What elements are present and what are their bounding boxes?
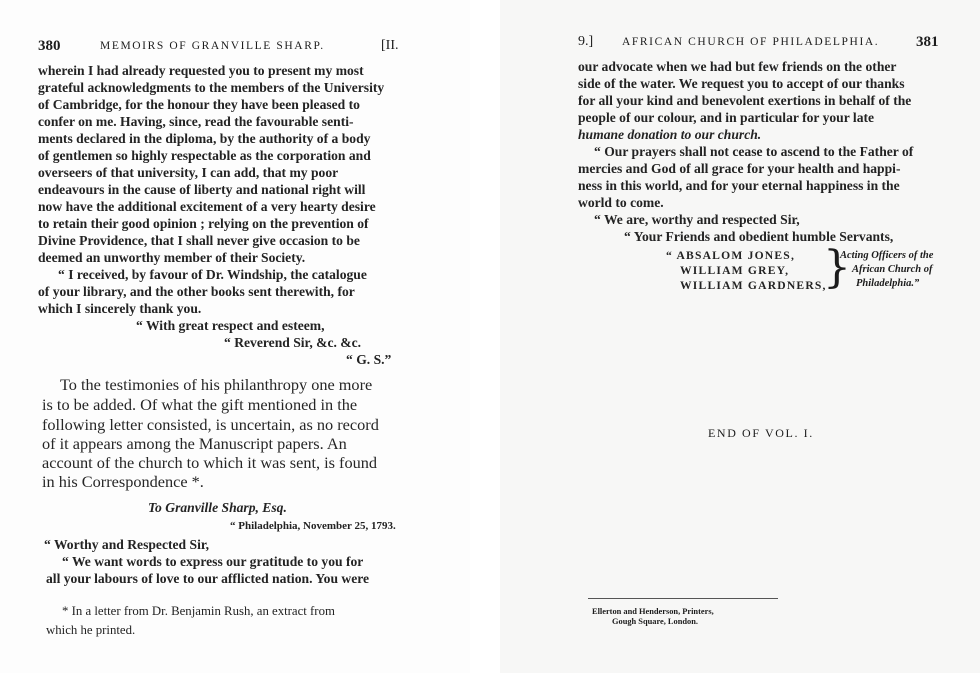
letter-line: deemed an unworthy member of their Society. [38, 250, 306, 265]
italic-line: humane donation to our church. [578, 127, 762, 142]
right-page-number: 381 [916, 34, 939, 50]
closing-salutation: “ Reverend Sir, &c. &c. [224, 335, 362, 350]
letter-line: for all your kind and benevolent exertions in behalf of the [578, 93, 912, 108]
body-line: To the testimonies of his philanthropy one more [60, 375, 373, 394]
letter-line: world to come. [578, 195, 664, 210]
letter-line: now have the additional excitement of a very hearty desire [38, 199, 376, 214]
salutation: “ Worthy and Respected Sir, [44, 537, 210, 552]
closing-respect: “ With great respect and esteem, [136, 318, 325, 333]
letter-line: Divine Providence, that I shall never give occasion to be [38, 233, 360, 248]
letter-line: ness in this world, and for your eternal happiness in the [578, 178, 900, 193]
signatory: WILLIAM GARDNERS, [680, 279, 827, 292]
letter-line: which I sincerely thank you. [38, 301, 202, 316]
dateline: “ Philadelphia, November 25, 1793. [230, 520, 396, 532]
closing-worthy: “ We are, worthy and respected Sir, [594, 212, 800, 227]
left-page [0, 0, 470, 673]
body-line: is to be added. Of what the gift mentioned in the [42, 395, 358, 414]
footnote-line: * In a letter from Dr. Benjamin Rush, an extract from [62, 604, 335, 618]
closing-friends: “ Your Friends and obedient humble Servants, [624, 229, 894, 244]
signatory-role: Acting Officers of the [840, 250, 934, 261]
signatory-role: Philadelphia.” [856, 278, 920, 289]
letter-line: “ I received, by favour of Dr. Windship, the catalogue [58, 267, 367, 282]
signatory: WILLIAM GREY, [680, 264, 790, 277]
signatory: “ ABSALOM JONES, [666, 249, 796, 262]
letter-line: side of the water. We request you to accept of our thanks [578, 76, 905, 91]
printer-line: Ellerton and Henderson, Printers, [592, 607, 714, 616]
left-page-number: 380 [38, 38, 61, 54]
letter-line: “ We want words to express our gratitude to you for [62, 554, 364, 569]
printer-line: Gough Square, London. [612, 617, 698, 626]
letter-line: all your labours of love to our afflicted nation. You were [46, 571, 370, 586]
body-line: account of the church to which it was sent, is found [42, 453, 378, 472]
letter-line: of gentlemen so highly respectable as the corporation and [38, 148, 371, 163]
letter-line: of Cambridge, for the honour they have been pleased to [38, 97, 360, 112]
right-chapter-mark: 9.] [578, 34, 594, 49]
closing-initials: “ G. S.” [346, 352, 392, 367]
letter-line: grateful acknowledgments to the members of the University [38, 80, 385, 95]
body-line: in his Correspondence *. [42, 472, 204, 491]
letter-line: confer on me. Having, since, read the favourable senti- [38, 114, 354, 129]
letter-line: of your library, and the other books sent therewith, for [38, 284, 355, 299]
letter-line: endeavours in the cause of liberty and national right will [38, 182, 366, 197]
letter-line: people of our colour, and in particular for your late [578, 110, 875, 125]
letter-line: overseers of that university, I can add, that my poor [38, 165, 339, 180]
right-page [500, 0, 980, 673]
letter-line: mercies and God of all grace for your health and happi- [578, 161, 901, 176]
brace-glyph: } [823, 242, 851, 293]
letter-line: wherein I had already requested you to present my most [38, 63, 364, 78]
signatory-role: African Church of [852, 264, 933, 275]
right-running-head: AFRICAN CHURCH OF PHILADELPHIA. [622, 36, 880, 48]
letter-line: ments declared in the diploma, by the authority of a body [38, 131, 371, 146]
end-note: END OF VOL. I. [708, 426, 814, 440]
letter-line: to retain their good opinion ; relying on the prevention of [38, 216, 369, 231]
letter-line: our advocate when we had but few friends on the other [578, 59, 897, 74]
printer-rule [588, 598, 778, 599]
footnote-line: which he printed. [46, 623, 136, 637]
body-line: of it appears among the Manuscript papers. An [42, 434, 347, 453]
letter-line: “ Our prayers shall not cease to ascend to the Father of [594, 144, 914, 159]
left-running-head: MEMOIRS OF GRANVILLE SHARP. [100, 40, 325, 52]
left-chapter-mark: [II. [381, 38, 399, 53]
address-heading: To Granville Sharp, Esq. [148, 500, 287, 515]
body-line: following letter consisted, is uncertain, as no record [42, 415, 379, 434]
